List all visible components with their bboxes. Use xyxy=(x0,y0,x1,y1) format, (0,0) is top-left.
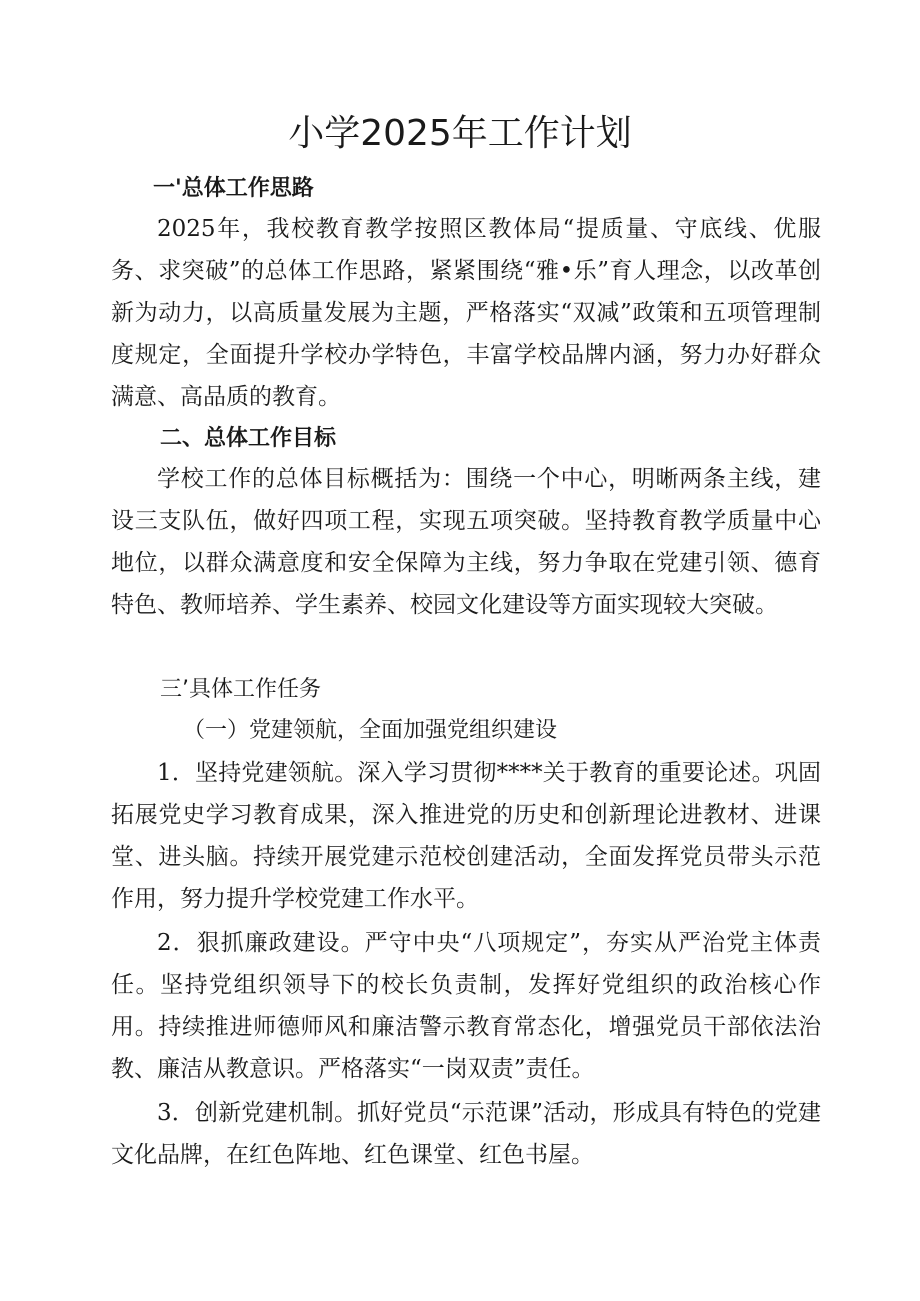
section-2-heading: 二、总体工作目标 xyxy=(160,426,337,451)
section-3-heading: 三’具体工作任务 xyxy=(160,677,321,702)
section-1-heading: 一'总体工作思路 xyxy=(153,176,314,201)
document-title: 小学2025年工作计划 xyxy=(288,113,632,154)
section-3-subheading: （一）党建领航，全面加强党组织建设 xyxy=(183,718,558,743)
section-2-paragraph: 学校工作的总体目标概括为：围绕一个中心，明晰两条主线，建设三支队伍，做好四项工程，实现五项突破。坚持教育教学质量中心地位，以群众满意度和安全保障为主线，努力争取在党建引领、德育特色、教师培养、学生素养、校园文化建设等方面实现较大突破。 xyxy=(111,466,821,618)
task-item-3: 3．创新党建机制。抓好党员“示范课”活动，形成具有特色的党建文化品牌，在红色阵地、红色课堂、红色书屋。 xyxy=(111,1100,821,1168)
section-1-paragraph: 2025年，我校教育教学按照区教体局“提质量、守底线、优服务、求突破”的总体工作思路，紧紧围绕“雅•乐”育人理念，以改革创新为动力，以高质量发展为主题，严格落实“双减”政策和五项管理制度规定，全面提升学校办学特色，丰富学校品牌内涵，努力办好群众满意、高品质的教育。 xyxy=(111,216,821,410)
task-item-2: 2．狠抓廉政建设。严守中央“八项规定”，夯实从严治党主体责任。坚持党组织领导下的校长负责制，发挥好党组织的政治核心作用。持续推进师德师风和廉洁警示教育常态化，增强党员干部依法治教、廉洁从教意识。严格落实“一岗双责”责任。 xyxy=(111,930,821,1082)
task-item-1: 1．坚持党建领航。深入学习贯彻****关于教育的重要论述。巩固拓展党史学习教育成果，深入推进党的历史和创新理论进教材、进课堂、进头脑。持续开展党建示范校创建活动，全面发挥党员带头示范作用，努力提升学校党建工作水平。 xyxy=(111,760,821,912)
